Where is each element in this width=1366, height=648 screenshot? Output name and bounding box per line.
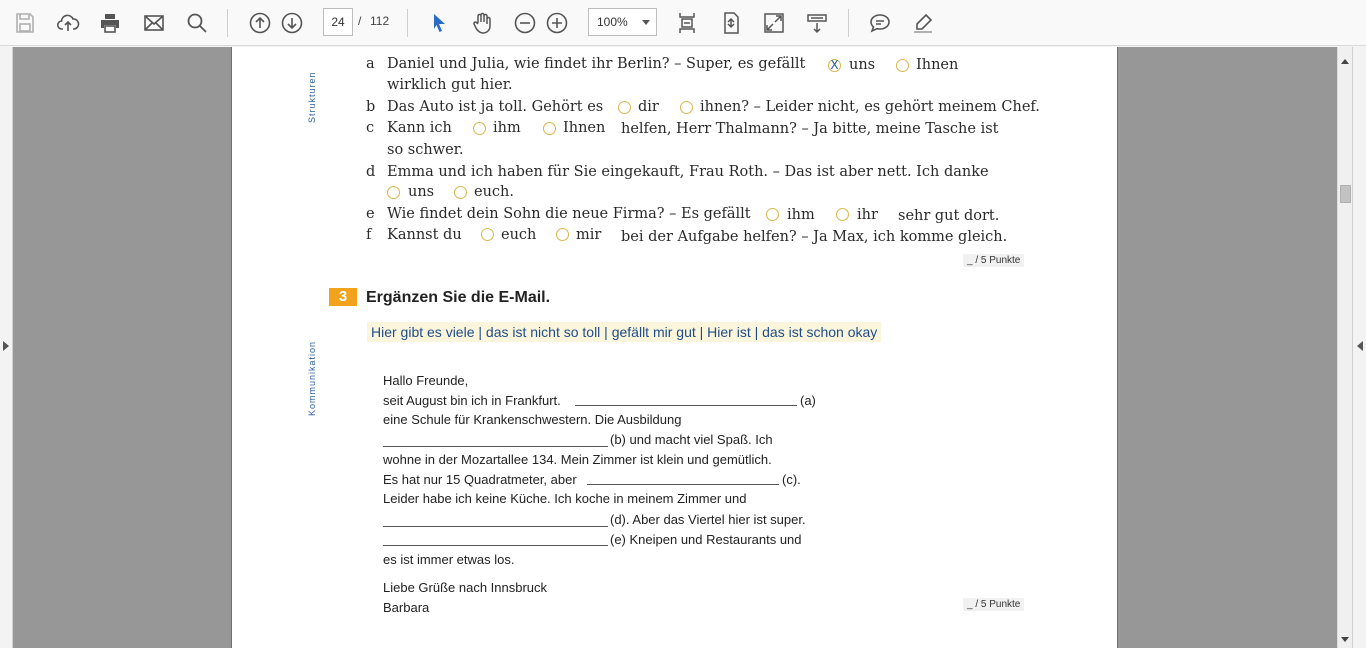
points-label: _ / 5 Punkte: [963, 598, 1024, 611]
page-number-input[interactable]: 24: [323, 8, 353, 36]
email-line: Es hat nur 15 Quadratmeter, aber: [383, 472, 577, 487]
zoom-select[interactable]: [588, 8, 657, 36]
blank-marker: (c).: [782, 472, 801, 487]
option-label: euch.: [474, 184, 514, 200]
option-label: uns: [849, 57, 876, 73]
email-line: (b) und macht viel Spaß. Ich: [610, 432, 773, 447]
item-text: Daniel und Julia, wie findet ihr Berlin? – Super, es gefällt: [387, 56, 806, 72]
item-letter: a: [366, 56, 375, 72]
toolbar-separator: [227, 9, 228, 37]
pdf-page: [231, 47, 1118, 648]
email-icon[interactable]: [140, 9, 168, 37]
points-label: _ / 5 Punkte: [963, 254, 1024, 267]
scroll-mode-icon[interactable]: [803, 9, 831, 37]
option-label: uns: [408, 184, 435, 200]
fullscreen-icon[interactable]: [760, 9, 788, 37]
blank-b: [383, 446, 608, 447]
left-panel-toggle[interactable]: [0, 47, 13, 648]
zoom-value: 100%: [597, 15, 628, 29]
option-label: Ihnen: [563, 120, 606, 136]
section-label-kommunikation: Kommunikation: [307, 340, 317, 416]
radio-option-checked[interactable]: X: [828, 59, 841, 72]
radio-option[interactable]: [680, 101, 693, 114]
option-label: ihm: [493, 120, 521, 136]
item-letter: b: [366, 99, 376, 115]
item-letter: d: [366, 164, 376, 180]
blank-e: [383, 545, 608, 546]
option-label: ihnen? – Leider nicht, es gehört meinem Chef.: [700, 99, 1040, 115]
zoom-out-icon[interactable]: [511, 9, 539, 37]
scroll-down-icon[interactable]: [1341, 637, 1349, 642]
chevron-left-icon: [1357, 341, 1363, 351]
scroll-thumb[interactable]: [1340, 185, 1351, 203]
option-label: Ihnen: [916, 57, 959, 73]
radio-option[interactable]: [836, 208, 849, 221]
radio-option[interactable]: [543, 122, 556, 135]
email-line: (d). Aber das Viertel hier ist super.: [610, 512, 806, 527]
page-down-icon[interactable]: [278, 9, 306, 37]
radio-option[interactable]: [896, 59, 909, 72]
page-total: 112: [370, 14, 390, 28]
blank-d: [383, 526, 608, 527]
item-text: helfen, Herr Thalmann? – Ja bitte, meine Tasche ist: [621, 121, 999, 137]
fit-page-icon[interactable]: [717, 9, 745, 37]
radio-option[interactable]: [387, 186, 400, 199]
fit-width-icon[interactable]: [673, 9, 701, 37]
radio-option[interactable]: [454, 186, 467, 199]
email-line: eine Schule für Krankenschwestern. Die Ausbildung: [383, 412, 682, 427]
option-label: mir: [576, 227, 602, 243]
radio-option[interactable]: [618, 101, 631, 114]
item-text: wirklich gut hier.: [387, 77, 513, 93]
item-letter: c: [366, 120, 375, 136]
item-text: Kann ich: [387, 120, 452, 136]
email-signature: Barbara: [383, 600, 430, 615]
exercise-title: Ergänzen Sie die E-Mail.: [366, 289, 551, 306]
save-icon[interactable]: [11, 9, 39, 37]
chevron-right-icon: [3, 341, 9, 351]
email-greeting: Hallo Freunde,: [383, 373, 469, 388]
item-text: Wie findet dein Sohn die neue Firma? – Es gefällt: [387, 206, 751, 222]
item-letter: f: [366, 227, 372, 243]
exercise-number-badge: 3: [329, 288, 357, 306]
chevron-down-icon: [642, 20, 650, 25]
search-icon[interactable]: [183, 9, 211, 37]
radio-option[interactable]: [473, 122, 486, 135]
option-label: ihm: [787, 207, 815, 223]
page-separator: /: [358, 14, 362, 28]
document-viewer: [0, 47, 1366, 648]
highlight-icon[interactable]: [909, 9, 937, 37]
scroll-up-icon[interactable]: [1341, 59, 1349, 64]
section-label-strukturen: Strukturen: [307, 71, 317, 123]
item-text: Emma und ich haben für Sie eingekauft, Frau Roth. – Das ist aber nett. Ich danke: [387, 164, 989, 180]
item-text: so schwer.: [387, 142, 464, 158]
select-cursor-icon[interactable]: [425, 9, 453, 37]
radio-option[interactable]: [556, 228, 569, 241]
upload-icon[interactable]: [54, 9, 82, 37]
option-label: euch: [501, 227, 537, 243]
page-up-icon[interactable]: [246, 9, 274, 37]
toolbar-separator: [407, 9, 408, 37]
right-panel-toggle[interactable]: [1352, 47, 1366, 648]
blank-a: [575, 405, 797, 406]
option-label: dir: [638, 99, 659, 115]
toolbar-separator: [848, 9, 849, 37]
email-line: wohne in der Mozartallee 134. Mein Zimmer ist klein und gemütlich.: [383, 452, 772, 467]
item-text: Das Auto ist ja toll. Gehört es: [387, 99, 604, 115]
zoom-in-icon[interactable]: [543, 9, 571, 37]
email-line: Leider habe ich keine Küche. Ich koche in meinem Zimmer und: [383, 491, 747, 506]
email-line: (e) Kneipen und Restaurants und: [610, 532, 802, 547]
email-line: es ist immer etwas los.: [383, 552, 515, 567]
item-text: sehr gut dort.: [898, 208, 1000, 224]
hand-icon[interactable]: [468, 9, 496, 37]
option-label: ihr: [857, 207, 878, 223]
word-bank: Hier gibt es viele | das ist nicht so toll | gefällt mir gut | Hier ist | das ist schon okay: [367, 322, 881, 342]
comment-icon[interactable]: [866, 9, 894, 37]
item-letter: e: [366, 206, 375, 222]
item-text: Kannst du: [387, 227, 462, 243]
print-icon[interactable]: [96, 9, 124, 37]
blank-c: [587, 484, 779, 485]
email-closing: Liebe Grüße nach Innsbruck: [383, 580, 548, 595]
blank-marker: (a): [800, 393, 816, 408]
email-line: seit August bin ich in Frankfurt.: [383, 393, 561, 408]
vertical-scrollbar[interactable]: [1337, 47, 1352, 648]
item-text: bei der Aufgabe helfen? – Ja Max, ich komme gleich.: [621, 229, 1008, 245]
toolbar: [0, 0, 1366, 46]
radio-option[interactable]: [766, 208, 779, 221]
radio-option[interactable]: [481, 228, 494, 241]
